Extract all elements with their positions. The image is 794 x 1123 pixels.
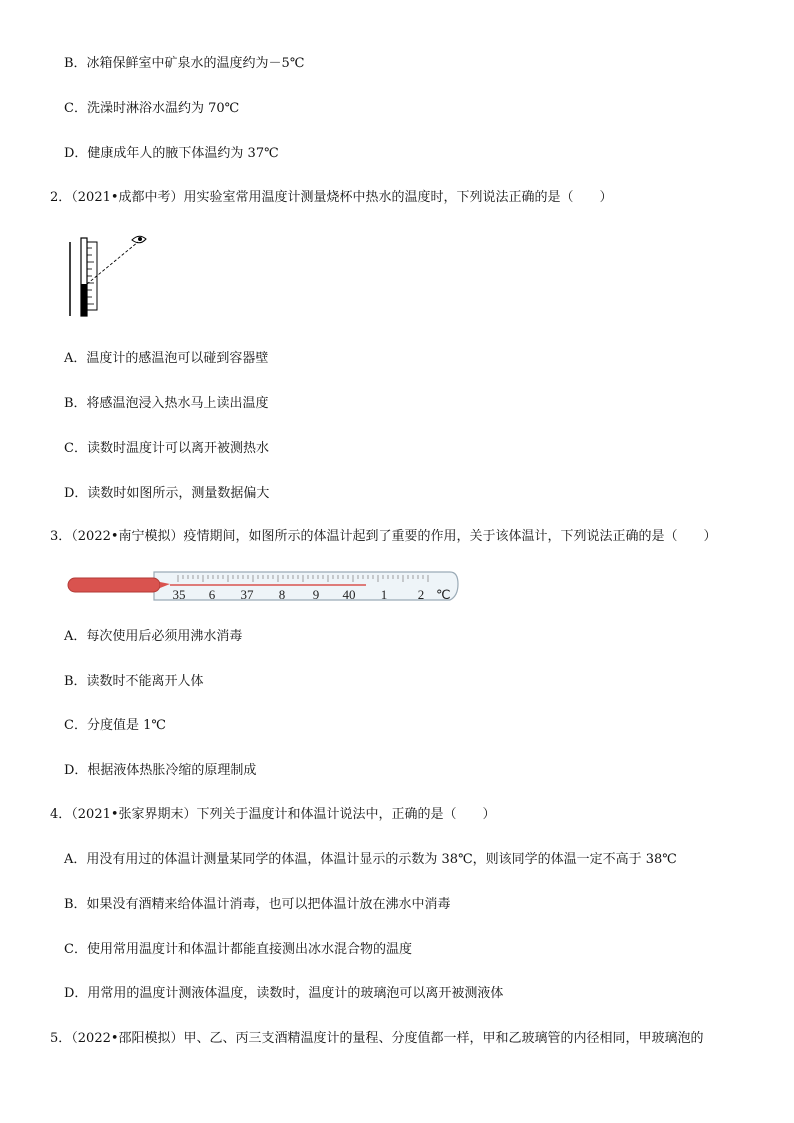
- q1-option-c: C．洗澡时淋浴水温约为 70℃: [64, 101, 240, 116]
- q4-stem: 4．（2021•张家界期末）下列关于温度计和体温计说法中，正确的是（ ）: [50, 807, 496, 822]
- clinical-thermometer-figure: [66, 566, 462, 606]
- q2-stem: 2．（2021•成都中考）用实验室常用温度计测量烧杯中热水的温度时，下列说法正确的是（ ）: [50, 190, 613, 205]
- q4-option-c: C．使用常用温度计和体温计都能直接测出冰水混合物的温度: [64, 942, 412, 957]
- scale-unit: ℃: [436, 587, 451, 602]
- thermometer-liquid: [82, 284, 87, 316]
- q3-stem: 3．（2022•南宁模拟）疫情期间，如图所示的体温计起到了重要的作用，关于该体温计，下列说法正确的是（ ）: [50, 529, 717, 544]
- eye-icon: [132, 236, 146, 243]
- q1-option-d: D．健康成年人的腋下体温约为 37℃: [64, 146, 279, 161]
- sight-line: [87, 242, 138, 284]
- q2-option-b: B．将感温泡浸入热水马上读出温度: [64, 396, 269, 411]
- q3-option-a: A．每次使用后必须用沸水消毒: [64, 629, 243, 644]
- q3-option-b: B．读数时不能离开人体: [64, 674, 204, 689]
- scale-label-38: 8: [278, 587, 286, 602]
- q4-option-b: B．如果没有酒精来给体温计消毒，也可以把体温计放在沸水中消毒: [64, 897, 451, 912]
- q2-option-a: A．温度计的感温泡可以碰到容器壁: [64, 351, 269, 366]
- scale-label-39: 9: [312, 587, 320, 602]
- q5-stem: 5．（2022•邵阳模拟）甲、乙、丙三支酒精温度计的量程、分度值都一样，甲和乙玻璃管的内径相同，甲玻璃泡的: [50, 1031, 704, 1046]
- scale-label-40: 40: [342, 587, 356, 602]
- q3-option-d: D．根据液体热胀冷缩的原理制成: [64, 763, 257, 778]
- q2-option-c: C．读数时温度计可以离开被测热水: [64, 441, 269, 456]
- scale-label-35: 35: [172, 587, 186, 602]
- scale-ticks: [87, 248, 94, 304]
- q4-option-a: A．用没有用过的体温计测量某同学的体温，体温计显示的示数为 38℃，则该同学的体温一定不高于 38℃: [64, 852, 677, 867]
- lab-thermometer-figure: [60, 232, 160, 322]
- scale-label-41: 1: [380, 587, 388, 602]
- q4-option-d: D．用常用的温度计测液体温度，读数时，温度计的玻璃泡可以离开被测液体: [64, 986, 504, 1001]
- q2-option-d: D．读数时如图所示，测量数据偏大: [64, 486, 270, 501]
- thermometer-glass: [154, 572, 458, 600]
- thermometer-bulb: [68, 578, 160, 592]
- q1-option-b: B．冰箱保鲜室中矿泉水的温度约为－5℃: [64, 56, 305, 71]
- scale-label-36: 6: [208, 587, 216, 602]
- scale-label-42: 2: [417, 587, 425, 602]
- scale-label-37: 37: [240, 587, 254, 602]
- q3-option-c: C．分度值是 1℃: [64, 718, 166, 733]
